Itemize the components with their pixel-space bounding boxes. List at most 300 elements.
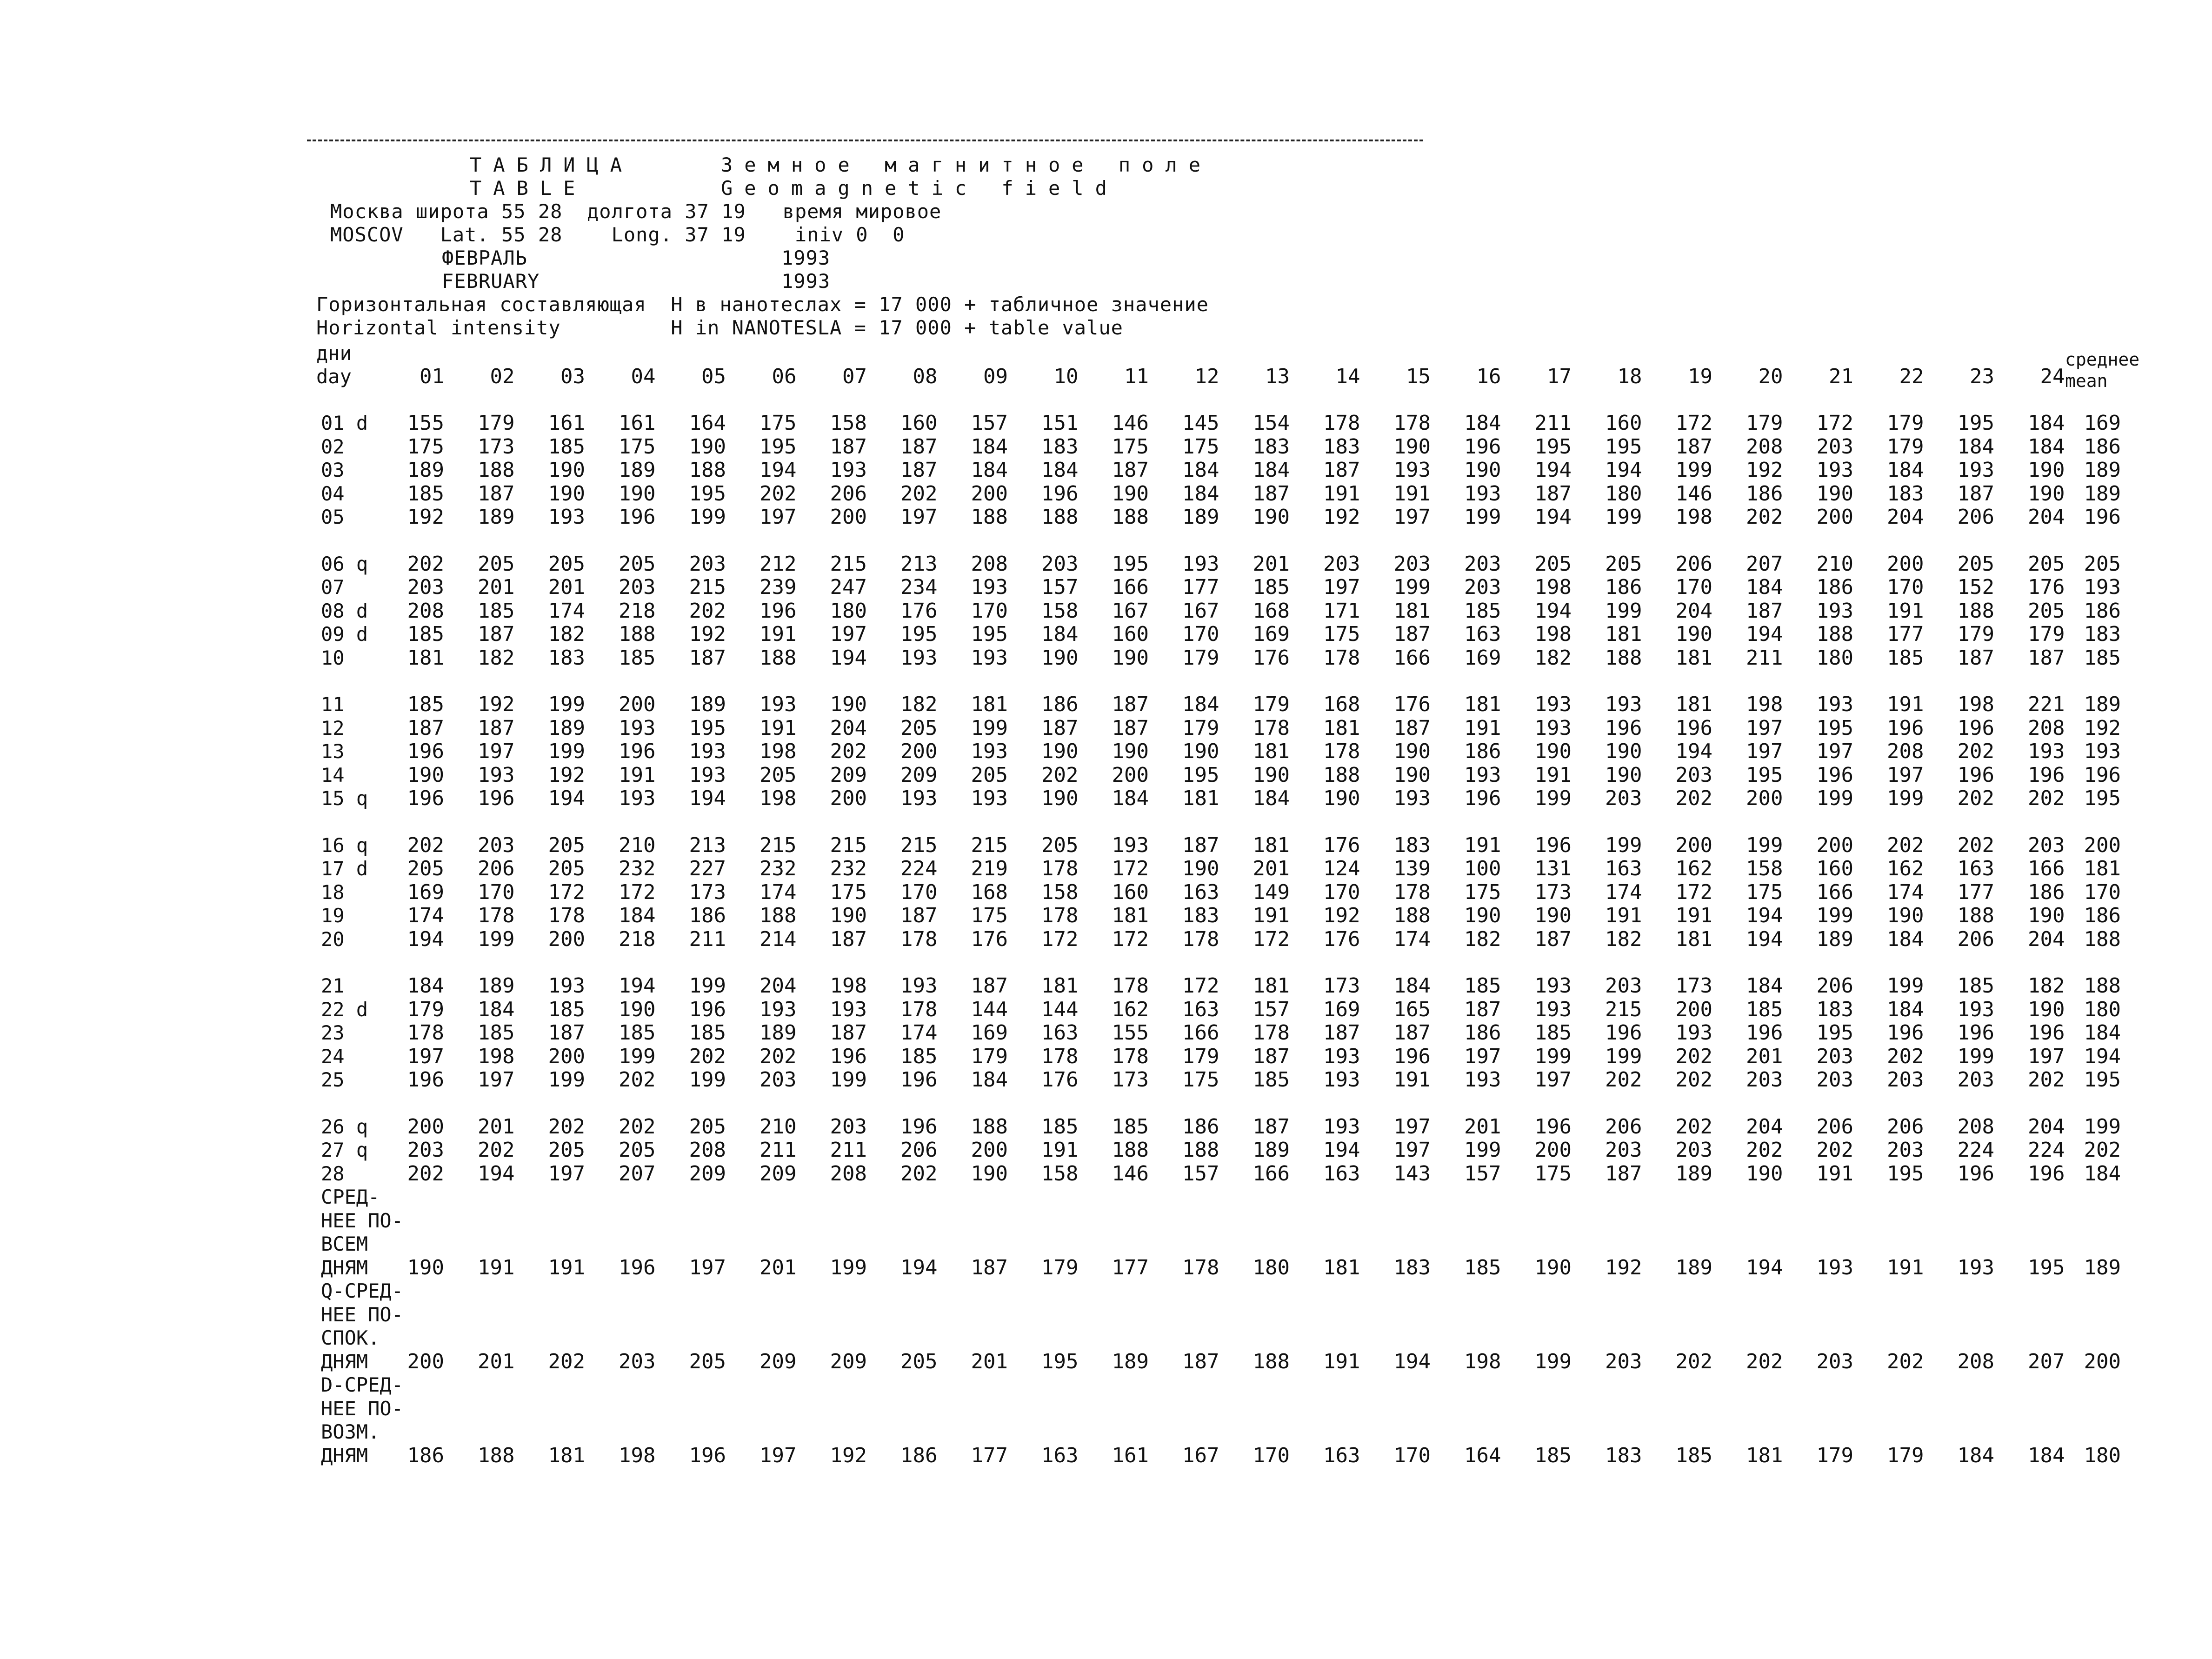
table-cell: 182	[900, 693, 938, 716]
table-cell: 227	[689, 857, 726, 880]
summary-cell: 191	[478, 1255, 515, 1279]
table-cell: 193	[1816, 693, 1853, 716]
table-cell: 185	[478, 1021, 515, 1045]
table-cell: 175	[407, 434, 444, 459]
row-day-label: 04	[321, 482, 345, 505]
table-cell: 175	[1182, 1068, 1219, 1092]
table-cell: 184	[1746, 974, 1783, 998]
table-cell: 170	[1675, 575, 1712, 599]
table-cell: 194	[619, 974, 656, 998]
table-cell: 196	[1887, 1021, 1924, 1045]
table-cell: 194	[548, 786, 585, 810]
station-ru: Москва широта 55 28 долгота 37 19 время мировое	[330, 200, 942, 223]
summary-label-line: ВОЗМ.	[321, 1420, 380, 1443]
table-cell: 185	[900, 1044, 938, 1068]
table-cell: 187	[1393, 1021, 1431, 1045]
table-cell: 176	[1393, 693, 1431, 716]
table-cell: 203	[1957, 1068, 1994, 1092]
summary-cell: 201	[971, 1349, 1008, 1373]
table-cell: 206	[1887, 1114, 1924, 1139]
table-cell: 183	[1182, 904, 1219, 927]
table-cell: 175	[760, 411, 797, 435]
table-cell: 173	[689, 880, 726, 904]
title-en-left: TABLE	[470, 177, 587, 200]
table-cell: 206	[478, 857, 515, 880]
table-cell: 203	[407, 1138, 444, 1162]
row-mean-cell: 195	[2084, 786, 2121, 810]
table-cell: 187	[1464, 997, 1501, 1021]
summary-cell: 170	[1393, 1443, 1431, 1467]
table-cell: 169	[971, 1021, 1008, 1045]
table-cell: 194	[407, 927, 444, 951]
table-cell: 160	[1605, 411, 1642, 435]
hour-header: 17	[1547, 365, 1572, 388]
table-cell: 190	[548, 458, 585, 482]
table-cell: 196	[1605, 716, 1642, 740]
table-cell: 174	[548, 599, 585, 623]
table-cell: 166	[1816, 880, 1853, 904]
summary-label-line: D-СРЕД-	[321, 1373, 404, 1396]
table-cell: 196	[407, 1068, 444, 1092]
table-cell: 175	[1323, 622, 1360, 646]
month-ru: ФЕВРАЛЬ	[442, 247, 528, 269]
summary-cell: 194	[900, 1255, 938, 1279]
table-cell: 199	[1887, 786, 1924, 810]
table-cell: 184	[971, 1068, 1008, 1092]
table-cell: 184	[1957, 434, 1994, 459]
row-day-label: 26 q	[321, 1115, 368, 1138]
table-cell: 183	[1816, 997, 1853, 1021]
table-cell: 185	[1041, 1114, 1079, 1139]
table-cell: 146	[1112, 411, 1149, 435]
table-cell: 162	[1887, 857, 1924, 880]
table-cell: 203	[1605, 974, 1642, 998]
summary-cell: 202	[1887, 1349, 1924, 1373]
table-cell: 209	[830, 763, 867, 787]
table-cell: 187	[1112, 458, 1149, 482]
table-cell: 189	[1816, 927, 1853, 951]
table-cell: 232	[619, 857, 656, 880]
table-cell: 215	[971, 833, 1008, 857]
table-cell: 191	[1464, 716, 1501, 740]
summary-cell: 178	[1182, 1255, 1219, 1279]
summary-cell: 167	[1182, 1443, 1219, 1467]
table-cell: 202	[1887, 1044, 1924, 1068]
row-mean-cell: 188	[2084, 974, 2121, 998]
table-cell: 186	[1816, 575, 1853, 599]
table-cell: 199	[971, 716, 1008, 740]
table-cell: 193	[1534, 974, 1572, 998]
summary-cell: 185	[1464, 1255, 1501, 1279]
summary-cell: 193	[1957, 1255, 1994, 1279]
row-day-label: 08 d	[321, 599, 368, 622]
mean-label-en: mean	[2065, 371, 2108, 391]
hour-header: 19	[1688, 365, 1712, 388]
table-cell: 190	[1464, 458, 1501, 482]
row-day-label: 03	[321, 459, 345, 481]
table-cell: 195	[1112, 552, 1149, 576]
summary-cell: 203	[1816, 1349, 1853, 1373]
summary-cell: 197	[689, 1255, 726, 1279]
table-cell: 187	[1112, 716, 1149, 740]
table-cell: 190	[2028, 481, 2065, 506]
summary-cell: 195	[1041, 1349, 1079, 1373]
table-cell: 186	[1746, 481, 1783, 506]
table-cell: 202	[900, 1161, 938, 1186]
table-cell: 202	[1957, 740, 1994, 763]
table-cell: 201	[1746, 1044, 1783, 1068]
table-cell: 195	[1746, 763, 1783, 787]
table-cell: 166	[1182, 1021, 1219, 1045]
table-cell: 187	[1605, 1161, 1642, 1186]
table-cell: 195	[1816, 1021, 1853, 1045]
table-cell: 192	[407, 505, 444, 529]
table-cell: 191	[1887, 599, 1924, 623]
summary-cell: 202	[1675, 1349, 1712, 1373]
row-day-label: 14	[321, 763, 345, 786]
table-cell: 193	[1112, 833, 1149, 857]
summary-cell: 203	[1605, 1349, 1642, 1373]
table-cell: 209	[760, 1161, 797, 1186]
row-mean-cell: 185	[2084, 646, 2121, 670]
table-cell: 205	[619, 1138, 656, 1162]
table-cell: 202	[1675, 786, 1712, 810]
table-cell: 206	[830, 481, 867, 506]
table-cell: 162	[1675, 857, 1712, 880]
table-cell: 206	[1957, 505, 1994, 529]
summary-cell: 190	[1534, 1255, 1572, 1279]
table-cell: 188	[1041, 505, 1079, 529]
table-cell: 157	[1253, 997, 1290, 1021]
table-cell: 184	[1887, 927, 1924, 951]
table-cell: 203	[1887, 1068, 1924, 1092]
table-cell: 192	[548, 763, 585, 787]
table-cell: 184	[478, 997, 515, 1021]
table-cell: 215	[760, 833, 797, 857]
table-cell: 187	[478, 716, 515, 740]
summary-label-line: ДНЯМ	[321, 1256, 368, 1279]
table-cell: 202	[1675, 1068, 1712, 1092]
table-cell: 193	[830, 997, 867, 1021]
hour-header: 01	[420, 365, 444, 388]
summary-cell: 192	[830, 1443, 867, 1467]
table-cell: 193	[971, 646, 1008, 670]
table-cell: 145	[1182, 411, 1219, 435]
table-cell: 191	[619, 763, 656, 787]
table-cell: 158	[1041, 1161, 1079, 1186]
table-cell: 187	[1393, 622, 1431, 646]
table-cell: 181	[1323, 716, 1360, 740]
table-cell: 190	[2028, 904, 2065, 927]
table-cell: 187	[1534, 481, 1572, 506]
table-cell: 188	[1393, 904, 1431, 927]
table-cell: 174	[1887, 880, 1924, 904]
hour-header: 02	[490, 365, 515, 388]
table-cell: 212	[760, 552, 797, 576]
table-cell: 174	[1605, 880, 1642, 904]
table-cell: 183	[1041, 434, 1079, 459]
table-cell: 190	[1041, 740, 1079, 763]
table-cell: 205	[478, 552, 515, 576]
table-cell: 176	[1253, 646, 1290, 670]
table-cell: 193	[1605, 693, 1642, 716]
table-cell: 188	[478, 458, 515, 482]
table-cell: 193	[689, 740, 726, 763]
table-cell: 178	[1041, 1044, 1079, 1068]
table-cell: 202	[1957, 833, 1994, 857]
summary-cell: 164	[1464, 1443, 1501, 1467]
table-cell: 172	[1253, 927, 1290, 951]
table-cell: 195	[1605, 434, 1642, 459]
table-cell: 192	[478, 693, 515, 716]
summary-cell: 203	[619, 1349, 656, 1373]
table-cell: 205	[548, 1138, 585, 1162]
table-cell: 187	[478, 481, 515, 506]
table-cell: 193	[1323, 1114, 1360, 1139]
table-cell: 194	[1675, 740, 1712, 763]
table-cell: 199	[1464, 1138, 1501, 1162]
row-day-label: 12	[321, 716, 345, 740]
table-cell: 169	[1253, 622, 1290, 646]
summary-cell: 186	[900, 1443, 938, 1467]
table-cell: 199	[1887, 974, 1924, 998]
table-cell: 202	[830, 740, 867, 763]
table-cell: 208	[1746, 434, 1783, 459]
table-cell: 160	[900, 411, 938, 435]
table-cell: 205	[548, 857, 585, 880]
row-day-label: 17 d	[321, 857, 368, 880]
row-day-label: 16 q	[321, 833, 368, 857]
table-cell: 210	[1816, 552, 1853, 576]
table-cell: 169	[407, 880, 444, 904]
table-cell: 178	[478, 904, 515, 927]
table-cell: 193	[2028, 740, 2065, 763]
table-cell: 197	[1393, 1114, 1431, 1139]
table-cell: 175	[971, 904, 1008, 927]
table-cell: 184	[407, 974, 444, 998]
table-cell: 193	[1534, 997, 1572, 1021]
summary-label-line: ДНЯМ	[321, 1350, 368, 1373]
table-cell: 197	[830, 622, 867, 646]
summary-cell: 189	[1675, 1255, 1712, 1279]
summary-cell: 187	[1182, 1349, 1219, 1373]
summary-label-line: СРЕД-	[321, 1186, 380, 1208]
table-cell: 176	[1323, 927, 1360, 951]
summary-cell: 188	[478, 1443, 515, 1467]
summary-mean-cell: 180	[2084, 1443, 2121, 1467]
table-cell: 131	[1534, 857, 1572, 880]
table-cell: 184	[1112, 786, 1149, 810]
row-mean-cell: 196	[2084, 763, 2121, 787]
table-cell: 187	[548, 1021, 585, 1045]
row-day-label: 21	[321, 974, 345, 997]
table-cell: 180	[1816, 646, 1853, 670]
table-cell: 199	[830, 1068, 867, 1092]
table-cell: 178	[900, 997, 938, 1021]
table-cell: 203	[619, 575, 656, 599]
table-cell: 205	[1041, 833, 1079, 857]
table-cell: 194	[830, 646, 867, 670]
table-cell: 196	[1393, 1044, 1431, 1068]
table-cell: 195	[689, 716, 726, 740]
row-mean-cell: 184	[2084, 1161, 2121, 1186]
table-cell: 173	[1675, 974, 1712, 998]
table-cell: 198	[1534, 575, 1572, 599]
row-mean-cell: 193	[2084, 575, 2121, 599]
title-ru-right: Земное магнитное поле	[721, 153, 1213, 176]
table-cell: 211	[760, 1138, 797, 1162]
table-cell: 185	[548, 997, 585, 1021]
summary-cell: 202	[548, 1349, 585, 1373]
table-cell: 184	[971, 434, 1008, 459]
row-mean-cell: 205	[2084, 552, 2121, 576]
table-cell: 170	[1323, 880, 1360, 904]
table-cell: 157	[1182, 1161, 1219, 1186]
table-cell: 207	[619, 1161, 656, 1186]
hour-header: 04	[631, 365, 656, 388]
table-cell: 144	[971, 997, 1008, 1021]
table-cell: 205	[900, 716, 938, 740]
row-day-label: 05	[321, 506, 345, 528]
table-cell: 203	[830, 1114, 867, 1139]
table-cell: 200	[548, 927, 585, 951]
row-mean-cell: 193	[2084, 740, 2121, 763]
table-cell: 215	[1605, 997, 1642, 1021]
table-cell: 196	[2028, 763, 2065, 787]
table-cell: 187	[478, 622, 515, 646]
table-cell: 200	[407, 1114, 444, 1139]
table-cell: 190	[1182, 857, 1219, 880]
table-cell: 193	[1464, 1068, 1501, 1092]
table-cell: 198	[1534, 622, 1572, 646]
table-cell: 181	[1253, 740, 1290, 763]
table-cell: 189	[478, 974, 515, 998]
table-cell: 181	[1253, 974, 1290, 998]
table-cell: 203	[478, 833, 515, 857]
table-cell: 193	[1957, 997, 1994, 1021]
table-cell: 193	[900, 646, 938, 670]
row-day-label: 06 q	[321, 552, 368, 575]
table-cell: 203	[689, 552, 726, 576]
table-cell: 188	[1816, 622, 1853, 646]
summary-cell: 209	[830, 1349, 867, 1373]
table-cell: 203	[1746, 1068, 1783, 1092]
table-cell: 196	[1675, 716, 1712, 740]
table-cell: 187	[2028, 646, 2065, 670]
table-cell: 174	[760, 880, 797, 904]
table-cell: 189	[1182, 505, 1219, 529]
table-cell: 202	[619, 1114, 656, 1139]
row-mean-cell: 195	[2084, 1068, 2121, 1092]
summary-cell: 163	[1323, 1443, 1360, 1467]
table-cell: 175	[1464, 880, 1501, 904]
table-cell: 164	[689, 411, 726, 435]
table-cell: 193	[1323, 1044, 1360, 1068]
table-cell: 193	[1182, 552, 1219, 576]
summary-label-line: НЕЕ ПО-	[321, 1303, 404, 1326]
table-cell: 201	[1464, 1114, 1501, 1139]
table-cell: 189	[1253, 1138, 1290, 1162]
table-cell: 174	[1393, 927, 1431, 951]
table-cell: 204	[2028, 927, 2065, 951]
table-cell: 200	[619, 693, 656, 716]
table-cell: 178	[548, 904, 585, 927]
table-cell: 190	[1112, 481, 1149, 506]
table-cell: 191	[1041, 1138, 1079, 1162]
table-cell: 188	[1957, 904, 1994, 927]
table-cell: 160	[1112, 622, 1149, 646]
table-cell: 185	[1534, 1021, 1572, 1045]
table-cell: 190	[971, 1161, 1008, 1186]
table-cell: 179	[1887, 434, 1924, 459]
table-cell: 181	[1675, 646, 1712, 670]
row-mean-cell: 188	[2084, 927, 2121, 951]
table-cell: 184	[1887, 997, 1924, 1021]
table-cell: 187	[1957, 646, 1994, 670]
table-cell: 190	[1112, 740, 1149, 763]
hour-header: 08	[913, 365, 938, 388]
table-cell: 200	[1675, 997, 1712, 1021]
table-cell: 172	[619, 880, 656, 904]
table-cell: 178	[1393, 411, 1431, 435]
table-cell: 178	[1041, 904, 1079, 927]
table-cell: 179	[407, 997, 444, 1021]
summary-cell: 181	[1746, 1443, 1783, 1467]
table-cell: 198	[1675, 505, 1712, 529]
table-cell: 170	[900, 880, 938, 904]
table-cell: 185	[1253, 575, 1290, 599]
summary-cell: 191	[548, 1255, 585, 1279]
table-cell: 189	[407, 458, 444, 482]
table-cell: 205	[689, 1114, 726, 1139]
table-cell: 172	[1041, 927, 1079, 951]
table-cell: 190	[1393, 740, 1431, 763]
row-day-label: 19	[321, 904, 345, 927]
table-cell: 196	[1041, 481, 1079, 506]
table-cell: 173	[1112, 1068, 1149, 1092]
table-cell: 196	[1957, 1021, 1994, 1045]
table-cell: 196	[619, 505, 656, 529]
table-cell: 190	[619, 481, 656, 506]
table-cell: 199	[548, 693, 585, 716]
table-cell: 139	[1393, 857, 1431, 880]
table-cell: 183	[1393, 833, 1431, 857]
summary-cell: 208	[1957, 1349, 1994, 1373]
table-cell: 215	[689, 575, 726, 599]
table-cell: 154	[1253, 411, 1290, 435]
table-cell: 169	[1323, 997, 1360, 1021]
table-cell: 206	[900, 1138, 938, 1162]
table-cell: 185	[619, 1021, 656, 1045]
table-cell: 196	[2028, 1021, 2065, 1045]
table-cell: 205	[619, 552, 656, 576]
table-cell: 172	[1182, 974, 1219, 998]
table-cell: 195	[689, 481, 726, 506]
summary-cell: 183	[1605, 1443, 1642, 1467]
hour-header: 21	[1829, 365, 1853, 388]
table-cell: 186	[1041, 693, 1079, 716]
table-cell: 195	[1887, 1161, 1924, 1186]
hour-header: 13	[1265, 365, 1290, 388]
table-cell: 191	[1253, 904, 1290, 927]
table-cell: 202	[1746, 505, 1783, 529]
table-cell: 185	[1746, 997, 1783, 1021]
table-cell: 198	[760, 786, 797, 810]
table-cell: 194	[1605, 458, 1642, 482]
table-cell: 178	[1041, 857, 1079, 880]
table-cell: 190	[1041, 646, 1079, 670]
table-cell: 193	[689, 763, 726, 787]
